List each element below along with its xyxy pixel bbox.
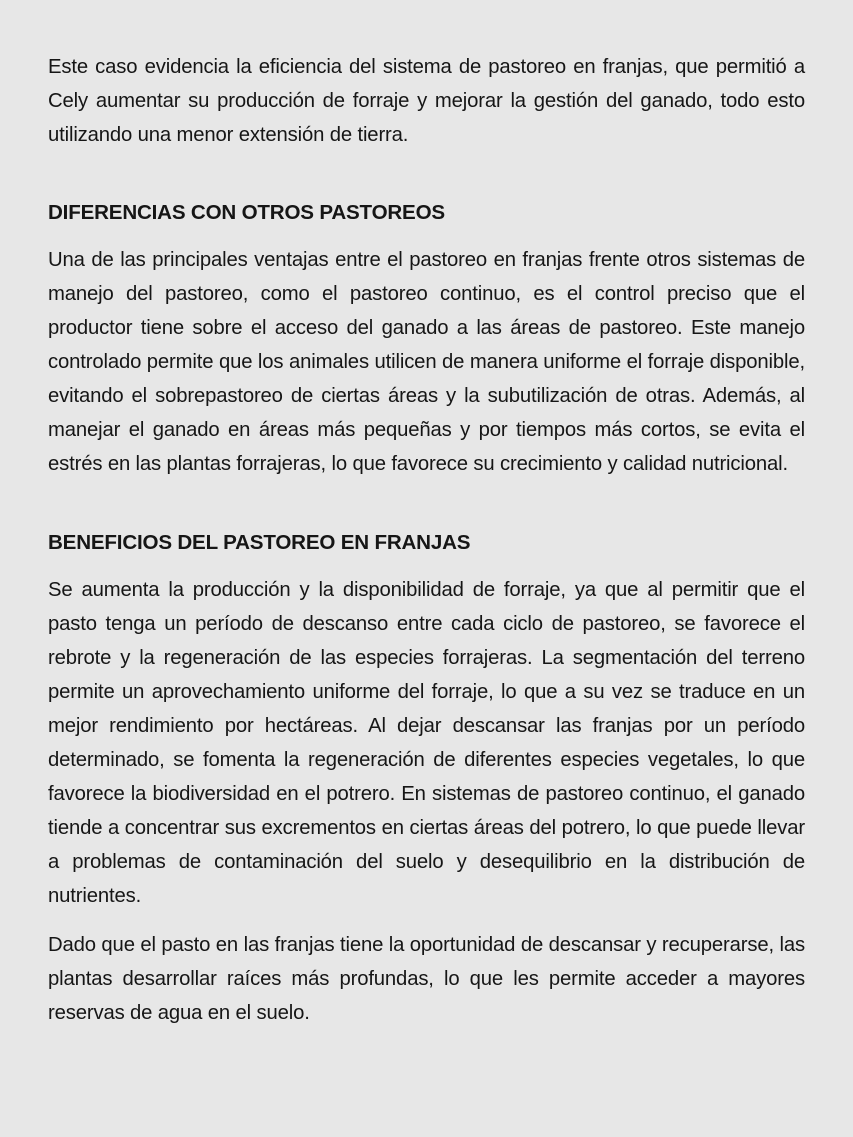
benefits-paragraph-1: Se aumenta la producción y la disponibilidad de forraje, ya que al permitir que el pasto tenga un período de descanso entre cada ciclo de pastoreo, se favorece el rebrote y la regeneración de las especies forrajeras. La segmentación del terreno permite un aprovechamiento uniforme del forraje, lo que a su vez se traduce en un mejor rendimiento por hectáreas. Al dejar descansar las franjas por un período determinado, se fomenta la regeneración de diferentes especies vegetales, lo que favorece la biodiversidad en el potrero. En sistemas de pastoreo continuo, el ganado tiende a concentrar sus excrementos en ciertas áreas del potrero, lo que puede llevar a problemas de contaminación del suelo y desequilibrio en la distribución de nutrientes. (48, 579, 805, 907)
benefits-paragraph-2: Dado que el pasto en las franjas tiene la oportunidad de descansar y recuperarse, las plantas desarrollar raíces más profundas, lo que les permite acceder a mayores reservas de agua en el suelo. (48, 934, 805, 1024)
differences-paragraph: Una de las principales ventajas entre el pastoreo en franjas frente otros sistemas de manejo del pastoreo, como el pastoreo continuo, es el control preciso que el productor tiene sobre el acceso del ganado a las áreas de pastoreo. Este manejo controlado permite que los animales utilicen de manera uniforme el forraje disponible, evitando el sobrepastoreo de ciertas áreas y la subutilización de otras. Además, al manejar el ganado en áreas más pequeñas y por tiempos más cortos, se evita el estrés en las plantas forrajeras, lo que favorece su crecimiento y calidad nutricional. (48, 249, 805, 475)
benefits-heading: BENEFICIOS DEL PASTOREO EN FRANJAS (48, 531, 471, 554)
intro-paragraph: Este caso evidencia la eficiencia del sistema de pastoreo en franjas, que permitió a Cely aumentar su producción de forraje y mejorar la gestión del ganado, todo esto utilizando una menor extensión de tierra. (48, 56, 805, 146)
differences-heading: DIFERENCIAS CON OTROS PASTOREOS (48, 201, 445, 224)
